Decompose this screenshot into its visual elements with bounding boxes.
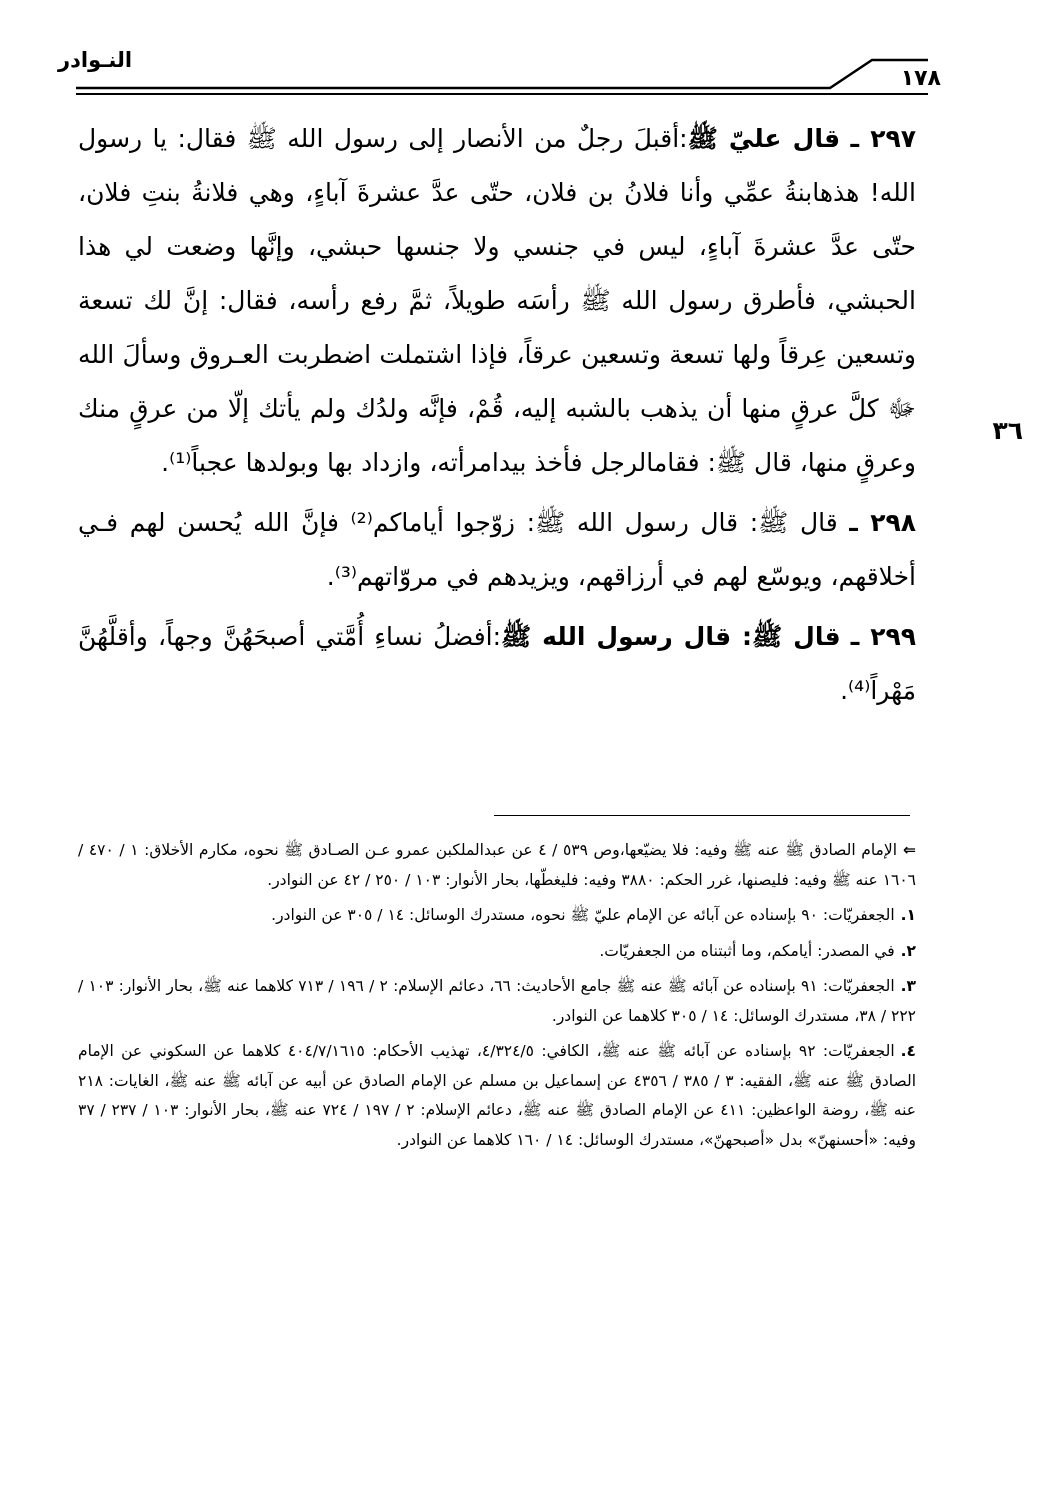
footnote	[78, 901, 916, 931]
footnote-separator	[494, 815, 910, 816]
hadith-paragraph	[78, 610, 916, 718]
main-text	[78, 112, 916, 724]
hadith-text: : قال رسول الله ﷺ: زوّجوا أياماكم⁽²⁾ فإنَّ الله يُحسن لهم فـي أخلاقهم، ويوسّع لهم في أرزاقهم، ويزيدهم في مروّاتهم⁽³⁾.	[78, 508, 916, 591]
hadith-speaker: قال ﷺ	[758, 508, 838, 537]
footnote-text: الجعفريّات: ٩٢ بإسناده عن آبائه ﷺ عنه ﷺ، الكافي: ٤/٣٢٤/٥، تهذيب الأحكام: ٤٠٤/٧/١٦١٥ كلاهما عن السكوني عن الإمام الصادق ﷺ عنه ﷺ، الفقيه: ٣ / ٣٨٥ / ٤٣٥٦ عن إسماعيل بن مسلم عن الإمام الصادق عن أبيه عن آبائه ﷺ عنه ﷺ، الغايات: ٢١٨ عنه ﷺ، روضة الواعظين: ٤١١ عن الإمام الصادق ﷺ عنه ﷺ، دعائم الإسلام: ٢ / ١٩٧ / ٧٢٤ عنه ﷺ، بحار الأنوار: ١٠٣ / ٢٣٧ / ٣٧ وفيه: «أحسنهنّ» بدل «أصبحهنّ»، مستدرك الوسائل: ١٤ / ١٦٠ كلاهما عن النوادر.	[78, 1042, 916, 1149]
footnote-marker: ٢.	[900, 941, 916, 960]
hadith-text: :أفضلُ نساءِ أُمَّتي أصبحَهُنَّ وجهاً، وأقلَّهُنَّ مَهْراً⁽⁴⁾.	[78, 622, 916, 705]
footnote-marker: ١.	[900, 906, 916, 924]
footnote-marker: ٣.	[900, 977, 916, 995]
running-header-title: النـوادر	[58, 48, 133, 72]
hadith-speaker: قال ﷺ: قال رسول الله ﷺ	[501, 622, 841, 651]
header-rule	[0, 0, 1041, 110]
hadith-number: ٢٩٨ ـ	[849, 508, 916, 537]
hadith-paragraph	[78, 496, 916, 604]
footnote-marker: ٤.	[900, 1042, 917, 1060]
footnote-text: الجعفريّات: ٩١ بإسناده عن آبائه ﷺ عنه ﷺ جامع الأحاديث: ٦٦، دعائم الإسلام: ٢ / ١٩٦ / ٧١٣ كلاهما عنه ﷺ، بحار الأنوار: ١٠٣ / ٢٢٢ / ٣٨، مستدرك الوسائل: ١٤ / ٣٠٥ كلاهما عن النوادر.	[78, 977, 916, 1025]
hadith-number: ٢٩٧ ـ	[850, 124, 916, 153]
footnotes	[78, 836, 916, 1161]
footnote	[78, 972, 916, 1031]
hadith-speaker: قال عليّ ﷺ	[687, 124, 841, 153]
footnote	[78, 937, 916, 967]
footnote-marker: ⇐	[903, 841, 917, 859]
footnote-continuation	[78, 836, 916, 895]
footnote-text: في المصدر: أيامكم، وما أثبتناه من الجعفريّات.	[599, 941, 895, 960]
footnote	[78, 1037, 916, 1155]
hadith-text: :أقبلَ رجلٌ من الأنصار إلى رسول الله ﷺ فقال: يا رسول الله! هذهابنةُ عمِّي وأنا فلانُ بن فلان، حتّى عدَّ عشرةَ آباءٍ، وهي فلانةُ بنتِ فلان، حتّى عدَّ عشرةَ آباءٍ، ليس في جنسي ولا جنسها حبشي، وإنَّها وضعت لي هذا الحبشي، فأطرق رسول الله ﷺ رأسَه طويلاً، ثمَّ رفع رأسه، فقال: إنَّ لك تسعة وتسعين عِرقاً ولها تسعة وتسعين عرقاً، فإذا اشتملت اضطربت العـروق وسألَ الله ﷻ كلَّ عرقٍ منها أن يذهب بالشبه إليه، قُمْ، فإنَّه ولدُك ولم يأتك إلّا من عرقٍ منك وعرقٍ منها، قال ﷺ: فقامالرجل فأخذ بيدامرأته، وازداد بها وبولدها عجباً⁽¹⁾.	[78, 124, 916, 477]
hadith-number: ٢٩٩ ـ	[850, 622, 916, 651]
margin-reference-number: ٣٦	[992, 416, 1023, 445]
footnote-text: الجعفريّات: ٩٠ بإسناده عن آبائه عن الإمام عليّ ﷺ نحوه، مستدرك الوسائل: ١٤ / ٣٠٥ عن النوادر.	[271, 906, 895, 924]
page-number: ١٧٨	[900, 66, 941, 91]
hadith-paragraph	[78, 112, 916, 490]
footnote-text: الإمام الصادق ﷺ عنه ﷺ وفيه: فلا يضيّعها،وص ٥٣٩ / ٤ عن عبدالملكبن عمرو عـن الصـادق ﷺ نحوه، مكارم الأخلاق: ١ / ٤٧٠ / ١٦٠٦ عنه ﷺ وفيه: فليصنها، غرر الحكم: ٣٨٨٠ وفيه: فليغطّها، بحار الأنوار: ١٠٣ / ٢٥٠ / ٤٢ عن النوادر.	[78, 841, 916, 889]
